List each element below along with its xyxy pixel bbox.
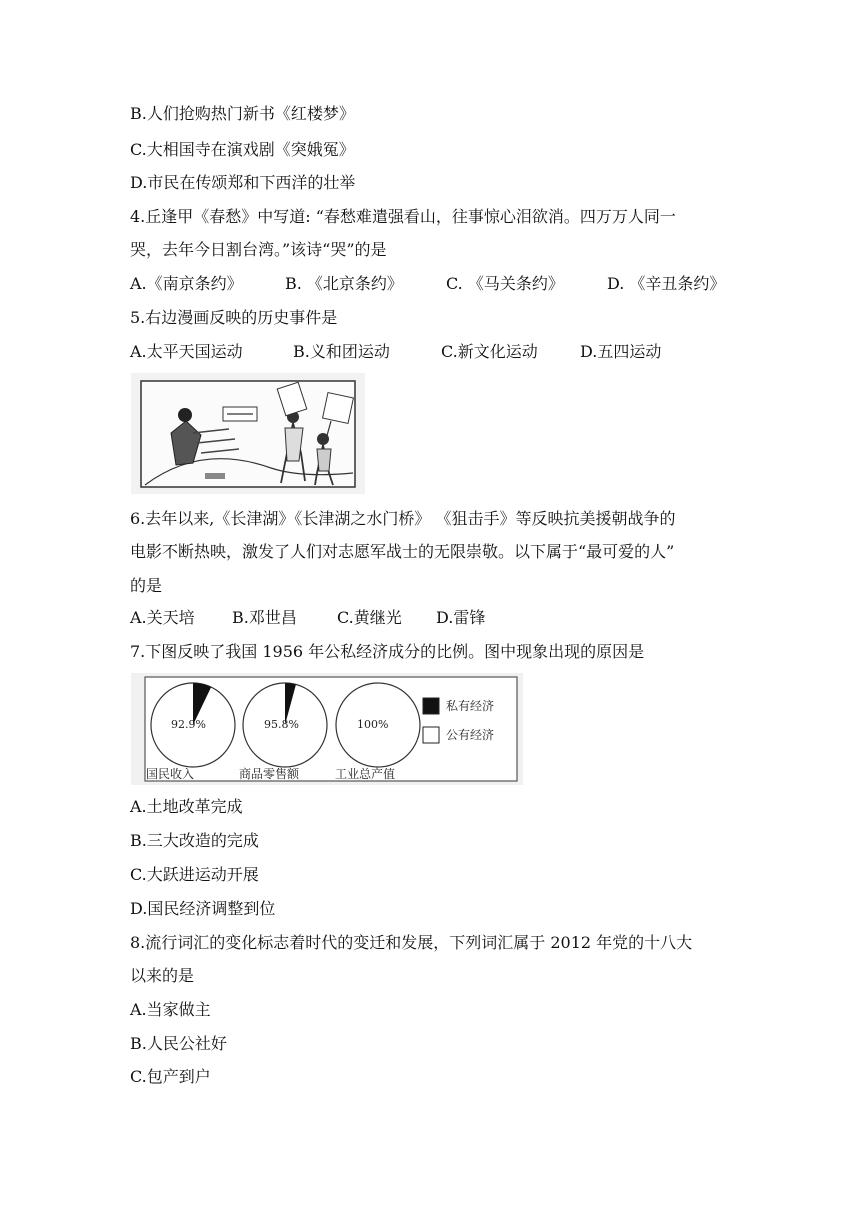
legend-private-swatch — [423, 698, 439, 714]
q7-stem: 7.下图反映了我国 1956 年公私经济成分的比例。图中现象出现的原因是 — [130, 642, 645, 661]
q4-option-a: A.《南京条约》 — [130, 274, 243, 293]
q6-option-a: A.关天培 — [130, 608, 195, 627]
economy-pie-figure — [131, 673, 523, 785]
q4-option-d: D. 《辛丑条约》 — [607, 274, 726, 293]
q5-option-d: D.五四运动 — [580, 342, 662, 361]
pie-caption-2: 商品零售额 — [239, 767, 300, 781]
q5-stem: 5.右边漫画反映的历史事件是 — [130, 308, 338, 327]
legend-private-label: 私有经济 — [446, 699, 495, 713]
q5-option-c: C.新文化运动 — [441, 342, 538, 361]
legend-public-swatch — [423, 727, 439, 743]
q8-option-c: C.包产到户 — [130, 1067, 211, 1086]
q6-option-c: C.黄继光 — [337, 608, 402, 627]
cartoon-drawing — [131, 373, 365, 494]
q5-option-a: A.太平天国运动 — [130, 342, 243, 361]
pie-label-1: 92.9% — [171, 718, 206, 731]
q6-option-b: B.邓世昌 — [232, 608, 297, 627]
q6-options — [130, 608, 740, 628]
legend-public-label: 公有经济 — [446, 728, 495, 742]
pie-caption-3: 工业总产值 — [335, 767, 396, 781]
pie-label-2: 95.8% — [264, 718, 299, 731]
q4-stem-line1: 4.丘逢甲《春愁》中写道: “春愁难遣强看山，往事惊心泪欲消。四万万人同一 — [130, 207, 676, 226]
q5-option-b: B.义和团运动 — [293, 342, 390, 361]
q3-option-b: B.人们抢购热门新书《红楼梦》 — [130, 104, 355, 123]
pie-caption-1: 国民收入 — [146, 767, 195, 781]
q8-stem-line1: 8.流行词汇的变化标志着时代的变迁和发展，下列词汇属于 2012 年党的十八大 — [130, 933, 693, 952]
q4-option-b: B. 《北京条约》 — [285, 274, 403, 293]
q3-option-d: D.市民在传颂郑和下西洋的壮举 — [130, 173, 356, 192]
q7-option-c: C.大跃进运动开展 — [130, 865, 259, 884]
q7-option-d: D.国民经济调整到位 — [130, 899, 276, 918]
q5-options — [130, 342, 740, 362]
cartoon-image — [131, 373, 365, 494]
q8-option-a: A.当家做主 — [130, 1000, 211, 1019]
q4-options — [130, 274, 740, 294]
q4-stem-line2: 哭，去年今日割台湾。”该诗“哭”的是 — [130, 240, 387, 259]
q6-stem-line3: 的是 — [130, 576, 163, 595]
q3-option-c: C.大相国寺在演戏剧《突娥冤》 — [130, 140, 355, 159]
q7-option-b: B.三大改造的完成 — [130, 831, 259, 850]
q6-option-d: D.雷锋 — [436, 608, 486, 627]
q6-stem-line1: 6.去年以来,《长津湖》《长津湖之水门桥》 《狙击手》等反映抗美援朝战争的 — [130, 509, 676, 528]
q7-option-a: A.土地改革完成 — [130, 797, 243, 816]
q8-stem-line2: 以来的是 — [130, 966, 195, 985]
q6-stem-line2: 电影不断热映，激发了人们对志愿军战士的无限崇敬。以下属于“最可爱的人” — [130, 542, 675, 561]
q8-option-b: B.人民公社好 — [130, 1034, 227, 1053]
q4-option-c: C. 《马关条约》 — [446, 274, 564, 293]
pie-label-3: 100% — [357, 718, 389, 731]
